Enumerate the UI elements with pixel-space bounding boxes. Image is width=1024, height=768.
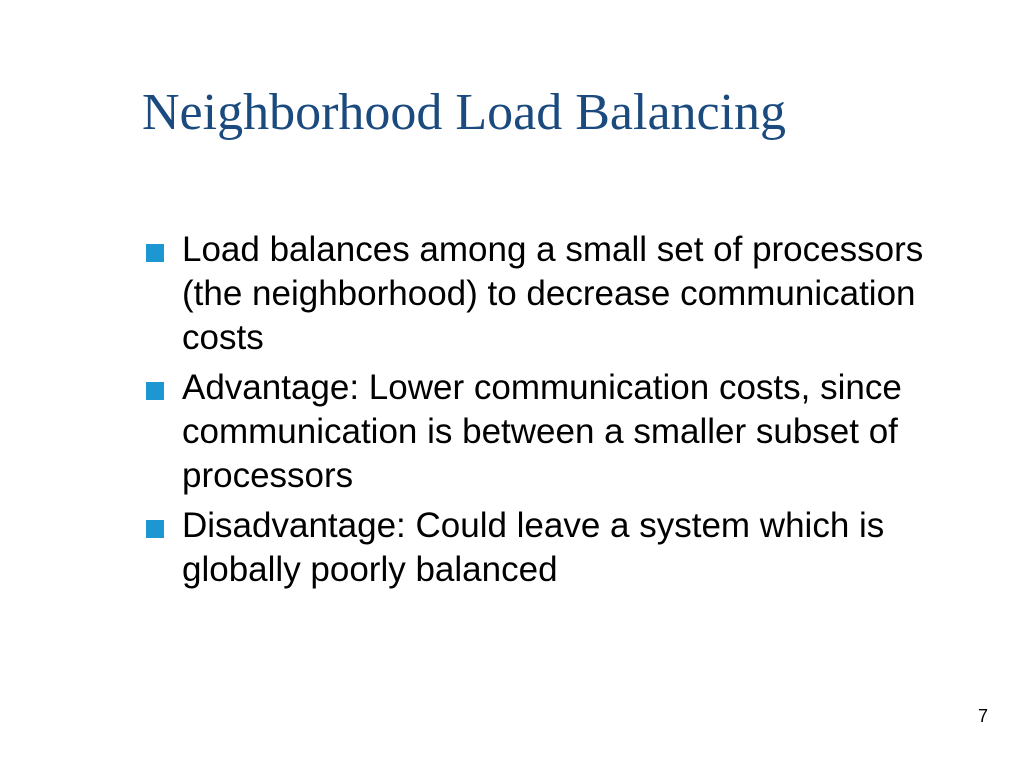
square-bullet-icon xyxy=(146,520,164,538)
page-number: 7 xyxy=(977,706,988,726)
bullet-item xyxy=(146,504,986,592)
bullet-item xyxy=(146,366,986,498)
square-bullet-icon xyxy=(146,244,164,262)
bullet-text: Advantage: Lower communication costs, since communication is between a smaller subset of processors xyxy=(182,368,902,495)
square-bullet-icon xyxy=(146,382,164,400)
bullet-item xyxy=(146,228,986,360)
slide-title: Neighborhood Load Balancing xyxy=(142,84,787,141)
bullet-list xyxy=(146,228,986,598)
bullet-text: Load balances among a small set of processors (the neighborhood) to decrease communication costs xyxy=(182,230,924,357)
bullet-text: Disadvantage: Could leave a system which is globally poorly balanced xyxy=(182,506,885,589)
